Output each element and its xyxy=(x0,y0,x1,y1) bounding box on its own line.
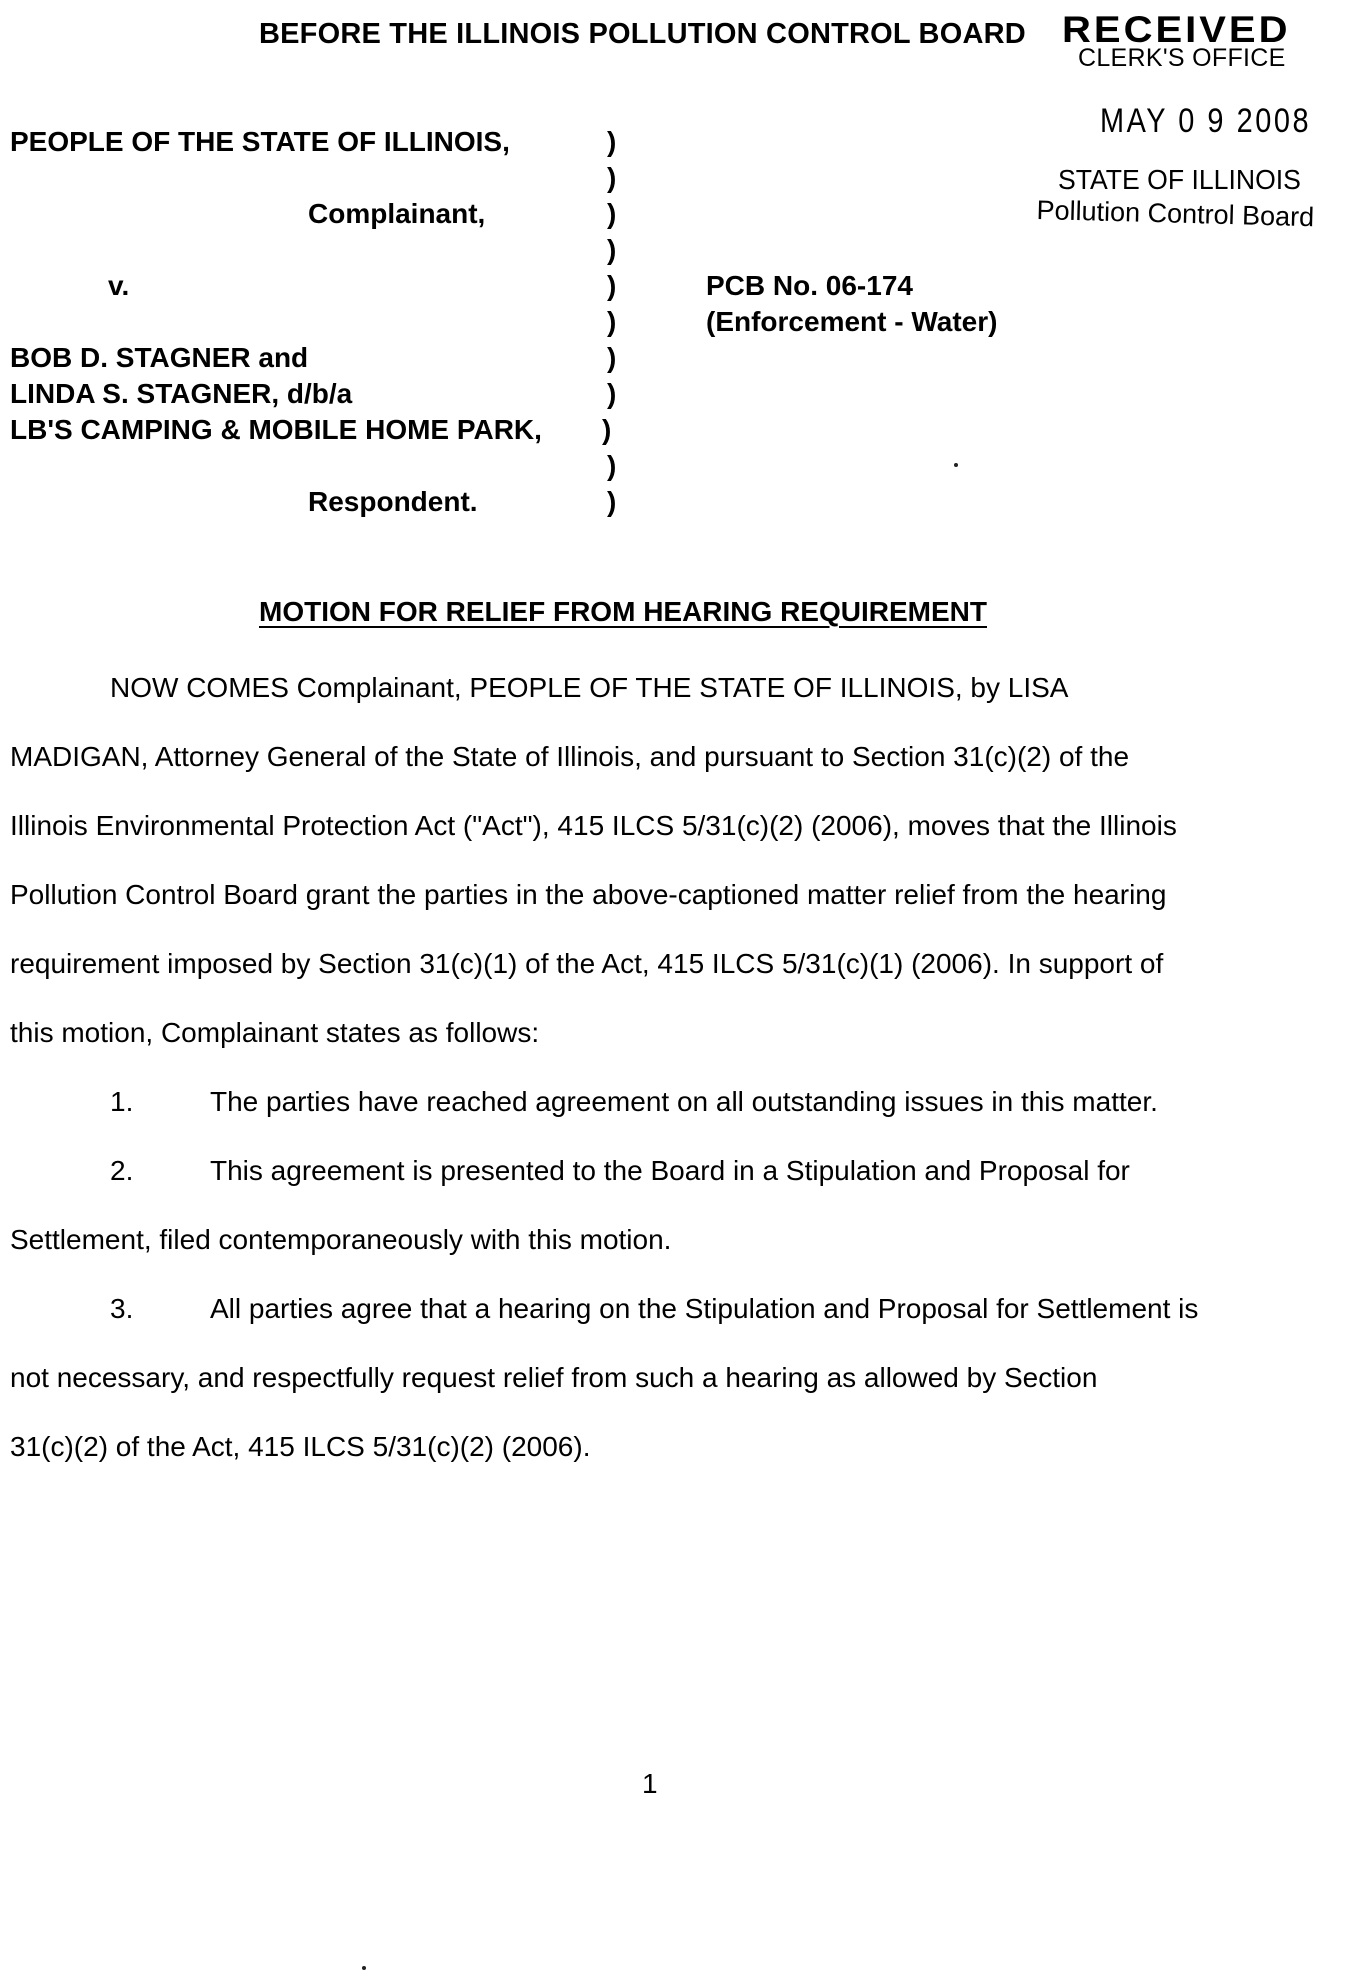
item-number: 2. xyxy=(110,1155,134,1186)
body-line: MADIGAN, Attorney General of the State of Illinois, and pursuant to Section 31(c)(2) of the xyxy=(10,741,1130,772)
caption-respondent-line1: BOB D. STAGNER and xyxy=(10,342,309,373)
caption-paren: ) xyxy=(607,270,617,301)
caption-paren: ) xyxy=(607,234,617,265)
scan-speck xyxy=(954,463,958,467)
body-line: requirement imposed by Section 31(c)(1) of the Act, 415 ILCS 5/31(c)(1) (2006). In support of xyxy=(10,948,1164,979)
item-number: 3. xyxy=(110,1293,134,1324)
item-number: 1. xyxy=(110,1086,134,1117)
case-number: PCB No. 06-174 xyxy=(706,270,913,301)
stamp-received: RECEIVED xyxy=(1062,9,1291,51)
caption-paren: ) xyxy=(607,162,617,193)
motion-title: MOTION FOR RELIEF FROM HEARING REQUIREMENT xyxy=(259,596,987,627)
caption-paren: ) xyxy=(607,306,617,337)
item-text: Settlement, filed contemporaneously with this motion. xyxy=(10,1224,672,1255)
caption-plaintiff: PEOPLE OF THE STATE OF ILLINOIS, xyxy=(10,126,510,157)
body-line: Pollution Control Board grant the parties in the above-captioned matter relief from the hearing xyxy=(10,879,1167,910)
caption-paren: ) xyxy=(607,198,617,229)
caption-paren: ) xyxy=(607,342,617,373)
item-text: not necessary, and respectfully request relief from such a hearing as allowed by Section xyxy=(10,1362,1098,1393)
body-line: NOW COMES Complainant, PEOPLE OF THE STATE OF ILLINOIS, by LISA xyxy=(110,672,1069,703)
body-line: this motion, Complainant states as follows: xyxy=(10,1017,540,1048)
caption-paren: ) xyxy=(607,486,617,517)
caption-plaintiff-role: Complainant, xyxy=(308,198,486,229)
caption-respondent-role: Respondent. xyxy=(308,486,478,517)
court-heading: BEFORE THE ILLINOIS POLLUTION CONTROL BOARD xyxy=(259,18,1026,50)
item-text: The parties have reached agreement on all outstanding issues in this matter. xyxy=(210,1086,1158,1117)
body-line: Illinois Environmental Protection Act ("Act"), 415 ILCS 5/31(c)(2) (2006), moves that the Illinois xyxy=(10,810,1177,841)
item-text: This agreement is presented to the Board in a Stipulation and Proposal for xyxy=(210,1155,1130,1186)
case-type: (Enforcement - Water) xyxy=(706,306,998,337)
caption-paren: ) xyxy=(607,126,617,157)
page-number: 1 xyxy=(642,1768,658,1799)
caption-versus: v. xyxy=(108,270,130,301)
item-text: All parties agree that a hearing on the Stipulation and Proposal for Settlement is xyxy=(210,1293,1199,1324)
caption-respondent-line2: LINDA S. STAGNER, d/b/a xyxy=(10,378,353,409)
stamp-date: MAY 0 9 2008 xyxy=(1100,102,1312,140)
scan-speck xyxy=(362,1966,366,1970)
stamp-board: Pollution Control Board xyxy=(1036,195,1315,233)
caption-paren: ) xyxy=(607,378,617,409)
caption-paren: ) xyxy=(607,450,617,481)
stamp-state: STATE OF ILLINOIS xyxy=(1058,164,1301,195)
caption-paren: ) xyxy=(602,414,612,445)
stamp-office: CLERK'S OFFICE xyxy=(1078,44,1286,72)
caption-respondent-line3: LB'S CAMPING & MOBILE HOME PARK, xyxy=(10,414,542,445)
item-text: 31(c)(2) of the Act, 415 ILCS 5/31(c)(2) (2006). xyxy=(10,1431,591,1462)
